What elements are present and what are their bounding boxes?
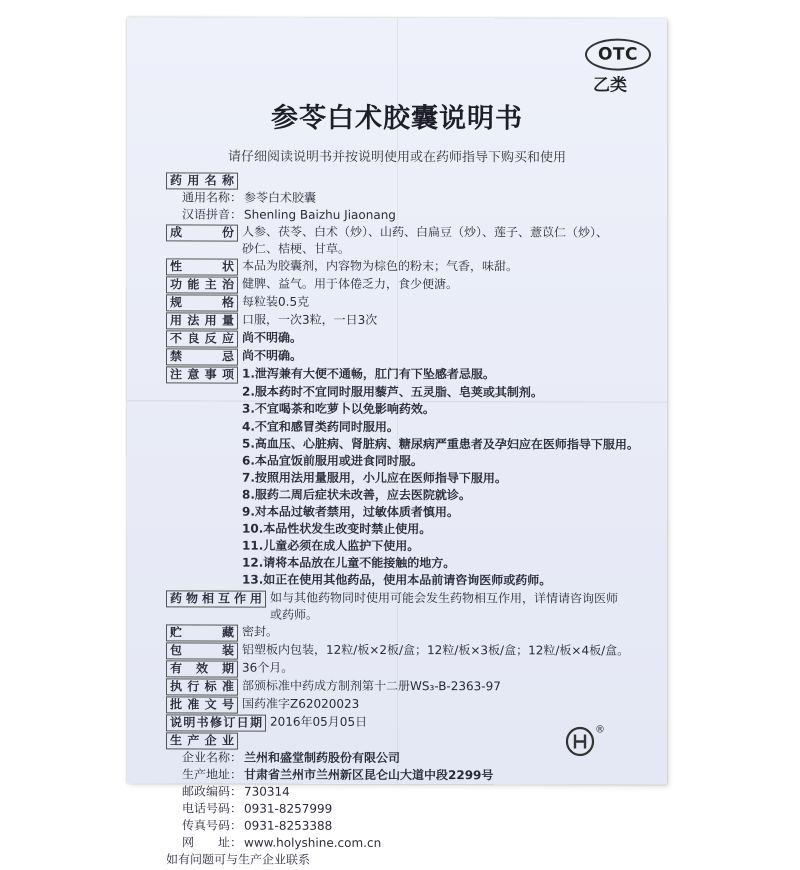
section-label: 药物相互作用: [166, 590, 266, 607]
precaution-item: 9.对本品过敏者禁用，过敏体质者慎用。: [242, 504, 459, 520]
section-value: [270, 589, 662, 624]
field-label: 汉语拼音：: [182, 207, 243, 222]
common-name-value: 参苓白术胶囊: [244, 190, 317, 205]
precaution-item: 13.如正在使用其他药品，使用本品前请咨询医师或药师。: [242, 573, 552, 588]
field-label: 电话号码：: [182, 801, 243, 816]
contact-note: 如有问题可与生产企业联系: [166, 852, 311, 868]
field-label: 通用名称：: [182, 190, 243, 205]
section-label: 性状: [166, 259, 238, 276]
section-value: 2016年05月05日: [270, 714, 368, 729]
section-label: 执行标准: [166, 678, 238, 695]
precaution-item: 4.不宜和感冒类药同时服用。: [242, 419, 399, 434]
pinyin-value: Shenling Baizhu Jiaonang: [244, 207, 396, 223]
section-value: [242, 224, 662, 259]
section-label: 包装: [166, 642, 238, 659]
document-title: 参苓白术胶囊说明书: [271, 102, 523, 135]
section-label: 贮藏: [166, 624, 238, 641]
interactions-line: 或药师。: [270, 607, 319, 622]
fax-number: 0931-8253388: [244, 818, 333, 833]
section-label: 批准文号: [166, 696, 238, 713]
section-contraindications: [166, 348, 662, 367]
section-usage: [166, 312, 662, 331]
section-spec: [166, 294, 662, 313]
section-label: 生产企业: [166, 732, 238, 749]
document-subtitle: 请仔细阅读说明书并按说明使用或在药师指导下购买和使用: [227, 149, 566, 166]
section-value: 尚不明确。: [242, 330, 303, 346]
contact-footer: [166, 852, 662, 870]
pinyin-row: [166, 206, 662, 224]
precautions-list: [166, 384, 662, 590]
section-adverse: [166, 330, 662, 349]
precaution-item: 11.儿童必须在成人监护下使用。: [242, 538, 420, 554]
field-label: 邮政编码：: [182, 784, 243, 799]
section-value: 部颁标准中药成方制剂第十二册WS₃-B-2363-97: [242, 678, 501, 693]
field-label: 传真号码：: [182, 818, 243, 833]
section-value: 每粒装0.5克: [242, 294, 310, 310]
section-value: 尚不明确。: [242, 348, 303, 364]
section-value: 健脾、益气。用于体倦乏力，食少便溏。: [242, 276, 459, 292]
manufacturer-field: [166, 817, 662, 835]
precaution-item: 2.服本药时不宜同时服用藜芦、五灵脂、皂荚或其制剂。: [242, 384, 543, 400]
section-label: 成份: [166, 225, 238, 242]
website: www.holyshine.com.cn: [244, 835, 382, 851]
instruction-leaflet: [127, 17, 667, 868]
postal-code: 730314: [244, 784, 290, 799]
section-package: [166, 641, 662, 660]
section-label: 药用名称: [166, 172, 238, 189]
precaution-item: 8.服药二周后症状未改善，应去医院就诊。: [242, 487, 471, 503]
otc-badge: OTC: [585, 38, 651, 70]
section-label: 禁忌: [166, 349, 238, 366]
section-label: 有效期: [166, 660, 238, 677]
manufacturer-field: [166, 835, 662, 853]
precaution-item: 10.本品性状发生改变时禁止使用。: [242, 521, 432, 537]
section-label: 注意事项: [166, 367, 238, 384]
section-value: 36个月。: [242, 660, 294, 675]
section-drug-name: [166, 171, 662, 190]
precaution-item: 6.本品宜饭前服用或进食同时服。: [242, 453, 423, 468]
section-value: 密封。: [242, 624, 279, 639]
precaution-item: 1.泄泻兼有大便不通畅，肛门有下坠感者忌服。: [242, 366, 495, 382]
section-label: 说明书修订日期: [166, 714, 266, 731]
section-storage: [166, 623, 662, 642]
section-label: 用法用量: [166, 313, 238, 330]
ingredients-line: 砂仁、桔梗、甘草。: [242, 241, 351, 257]
section-precautions: [166, 366, 662, 385]
section-indications: [166, 276, 662, 295]
section-ingredients: [166, 224, 662, 259]
section-standard: [166, 677, 662, 696]
section-label: 规格: [166, 295, 238, 312]
otc-class-label: 乙类: [593, 75, 627, 96]
interactions-line: 如与其他药物同时使用可能会发生药物相互作用，详情请咨询医师: [270, 590, 619, 606]
manufacturer-field: [166, 766, 662, 784]
section-properties: [166, 258, 662, 277]
company-logo-icon: [565, 726, 595, 756]
field-label: 网 址：: [182, 835, 243, 850]
common-name-row: [166, 189, 662, 207]
section-value: 国药准字Z62020023: [242, 696, 360, 711]
precaution-item: 7.按照用法用量服用，小儿应在医师指导下服用。: [242, 470, 507, 486]
ingredients-line: 人参、茯苓、白术（炒）、山药、白扁豆（炒）、莲子、薏苡仁（炒）、: [242, 224, 609, 240]
precaution-item: 12.请将本品放在儿童不能接触的地方。: [242, 555, 456, 571]
section-approval: [166, 695, 662, 714]
section-label: 功能主治: [166, 277, 238, 294]
field-label: 生产地址：: [182, 767, 243, 782]
section-validity: [166, 659, 662, 678]
section-value: 口服，一次3粒，一日3次: [242, 312, 378, 328]
company-address: 甘肃省兰州市兰州新区昆仑山大道中段2299号: [244, 767, 494, 783]
registered-mark: ®: [595, 724, 605, 736]
section-value: 本品为胶囊剂，内容物为棕色的粉末；气香，味甜。: [242, 258, 519, 274]
precaution-item: 5.高血压、心脏病、肾脏病、糖尿病严重患者及孕妇应在医师指导下服用。: [242, 436, 639, 452]
field-label: 企业名称：: [182, 750, 243, 765]
manufacturer-field: [166, 800, 662, 818]
precaution-item: 3.不宜喝茶和吃萝卜以免影响药效。: [242, 402, 435, 417]
company-name: 兰州和盛堂制药股份有限公司: [244, 750, 401, 765]
section-interactions: [166, 589, 662, 624]
manufacturer-field: [166, 783, 662, 801]
phone-number: 0931-8257999: [244, 801, 333, 816]
section-label: 不良反应: [166, 331, 238, 348]
leaflet-content: [166, 171, 662, 870]
section-value: 铝塑板内包装，12粒/板×2板/盒；12粒/板×3板/盒；12粒/板×4板/盒。: [242, 642, 630, 658]
